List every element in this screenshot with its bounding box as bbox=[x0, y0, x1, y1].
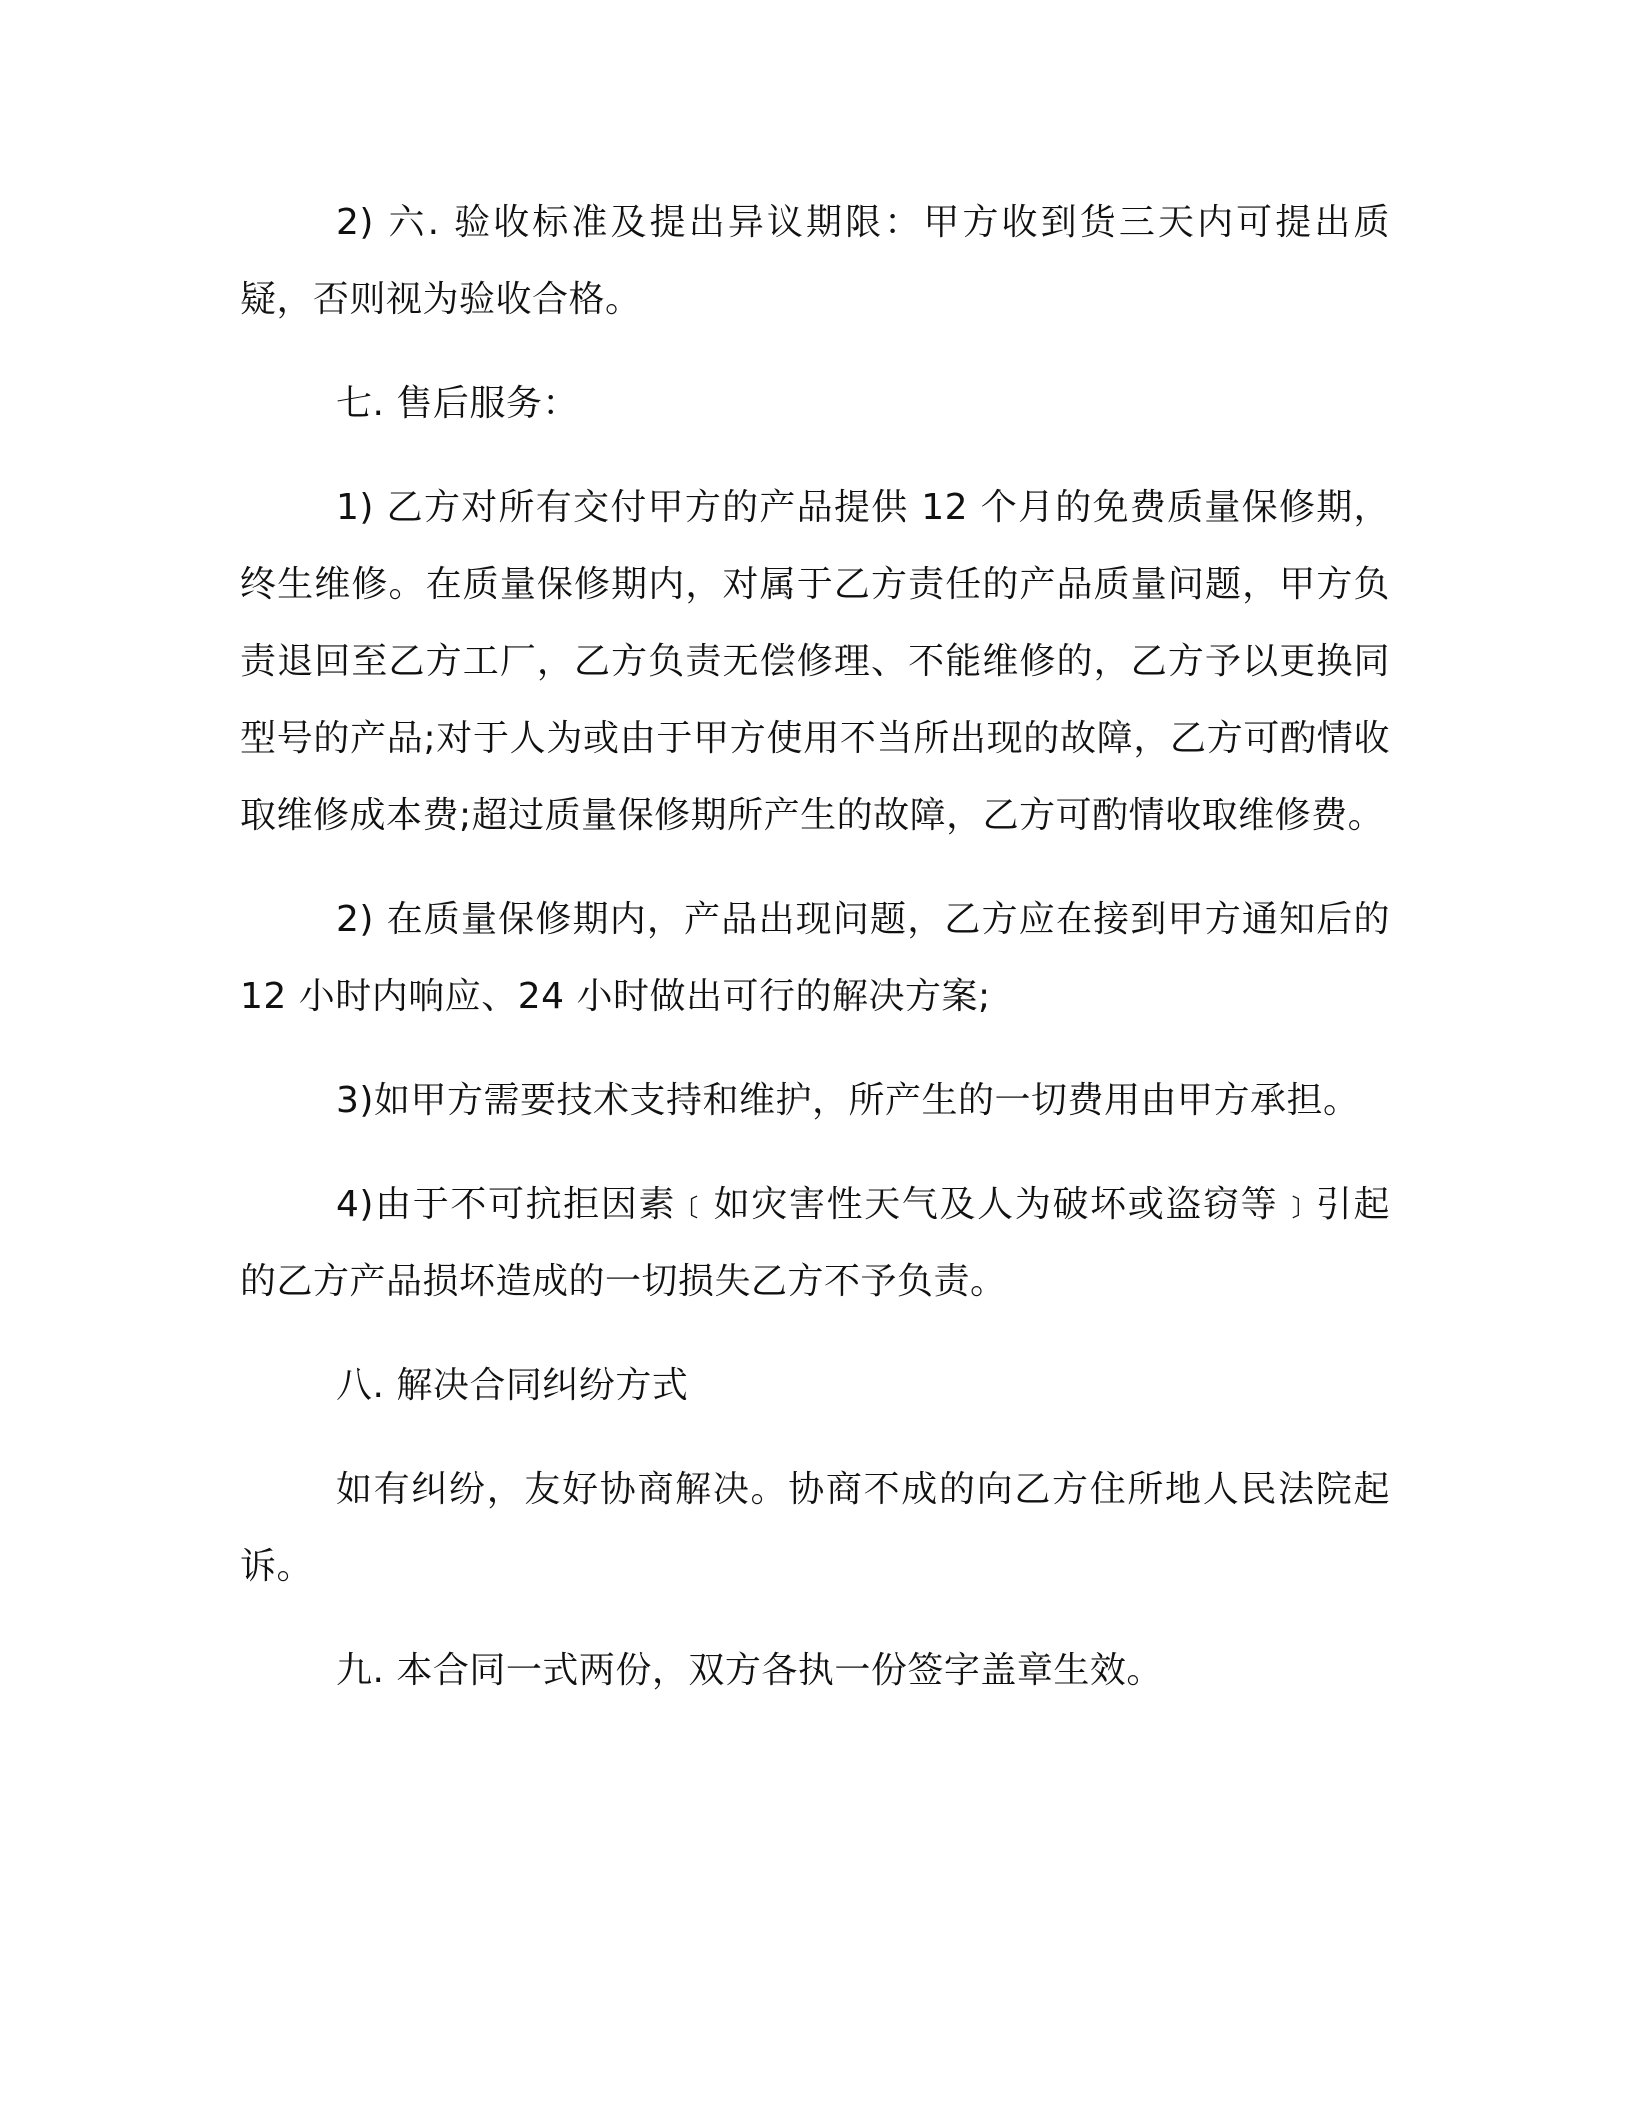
paragraph-acceptance-standard: 2) 六. 验收标准及提出异议期限：甲方收到货三天内可提出质疑，否则视为验收合格。 bbox=[240, 202, 1390, 320]
paragraph-response-time: 2) 在质量保修期内，产品出现问题，乙方应在接到甲方通知后的 12 小时内响应、24 小时做出可行的解决方案; bbox=[240, 899, 1390, 1017]
paragraph-force-majeure: 4)由于不可抗拒因素﹝如灾害性天气及人为破坏或盗窃等﹞引起的乙方产品损坏造成的一切损失乙方不予负责。 bbox=[240, 1184, 1390, 1302]
paragraph-contract-copies: 九. 本合同一式两份，双方各执一份签字盖章生效。 bbox=[336, 1650, 1163, 1691]
paragraph-warranty-terms: 1) 乙方对所有交付甲方的产品提供 12 个月的免费质量保修期，终生维修。在质量保修期内，对属于乙方责任的产品质量问题，甲方负责退回至乙方工厂，乙方负责无偿修理、不能维修的，乙方予以更换同型号的产品;对于人为或由于甲方使用不当所出现的故障，乙方可酌情收取维修成本费;超过质量保修期所产生的故障，乙方可酌情收取维修费。 bbox=[240, 487, 1390, 836]
paragraph-dispute-resolution: 如有纠纷，友好协商解决。协商不成的向乙方住所地人民法院起诉。 bbox=[240, 1469, 1390, 1587]
paragraph-technical-support-costs: 3)如甲方需要技术支持和维护，所产生的一切费用由甲方承担。 bbox=[336, 1080, 1360, 1121]
heading-after-sales-service: 七. 售后服务： bbox=[336, 383, 579, 424]
heading-dispute-resolution: 八. 解决合同纠纷方式 bbox=[336, 1365, 689, 1406]
document-body bbox=[240, 184, 1390, 1709]
